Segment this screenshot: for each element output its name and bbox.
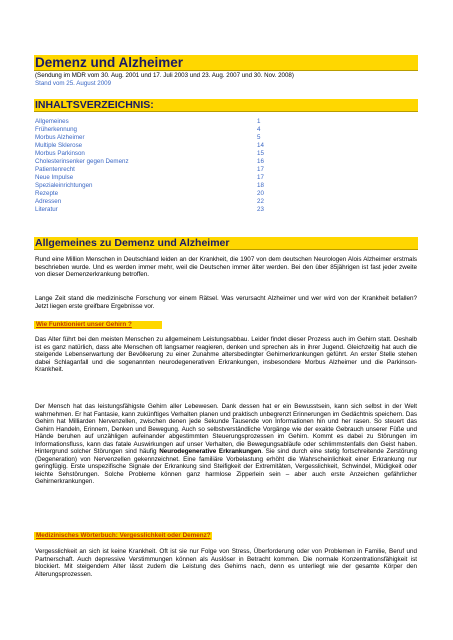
toc-item-title[interactable]: Rezepte [35,190,59,197]
toc-item[interactable] [35,150,295,158]
toc-item[interactable] [35,142,295,150]
revision-date: Stand vom 25. August 2009 [35,79,112,87]
toc-item-page: 20 [257,190,264,197]
body-text: . Sie sind durch eine stetig fortschreitende Zerstörung (Degeneration) von Nervenzellen gekennzeichnet. Eine familiäre Vorbelastung erhöht die Wahrscheinlichkeit einer Erkrankung nur geringfügig. Erste unspezifische Signale der Erkrankung sind Steifigkeit der Extremitäten, Vergesslichkeit, Schwindel, Müdigkeit oder leichte Sehstörungen. Solche Probleme können ganz harmlose Zipperlein sein – aber auch erste Anzeichen gefährlicher Gehirnerkrankungen. [35,448,417,486]
table-of-contents [35,118,295,214]
toc-item[interactable] [35,174,295,182]
toc-item-page: 23 [257,206,264,213]
toc-item[interactable] [35,206,295,214]
toc-item-page: 22 [257,198,264,205]
body-text: Der Mensch hat das leistungsfähigste Gehirn aller Lebewesen. Dank dessen hat er ein Bewusstsein, kann sich selbst in der Welt wahrnehmen. Er hat Fantasie, kann zukünftiges Verhalten planen und praktisch unbegrenzt Erinnerungen im Gedächtnis speichern. Das Gehirn hat Milliarden Nervenzellen, zwischen denen jede Sekunde Tausende von Informationen hin und her rasen. So steuert das Gehirn Handeln, Erinnern, Denken und Bewegung. Auch so selbstverständliche Vorgänge wie der exakte Gebrauch unserer Füße und Hände beruhen auf unzähligen aufeinander abgestimmten Steuerungsprozessen im Gehirn. Kommt es dabei zu Störungen im Informationsfluss, kann das fatale Auswirkungen auf unser Verhalten, die Bewegungsabläufe oder schlimmstenfalls den Geist haben. Hintergrund solcher Störungen sind häufig [35,403,417,456]
toc-item-title[interactable]: Morbus Alzheimer [35,134,85,141]
emphasis-term: Neurodegenerative Erkrankungen [159,448,262,456]
toc-item-title[interactable]: Multiple Sklerose [35,142,83,149]
toc-item-title[interactable]: Morbus Parkinson [35,150,85,157]
toc-item[interactable] [35,182,295,190]
toc-item-title[interactable]: Cholesterinsenker gegen Demenz [35,158,129,165]
toc-item-title[interactable]: Spezialeinrichtungen [35,182,93,189]
toc-item-page: 1 [257,118,261,125]
toc-item[interactable] [35,134,295,142]
body-paragraph: Lange Zeit stand die medizinische Forschung vor einem Rätsel. Was verursacht Alzheimer und wer wird von der Krankheit befallen? Jetzt liegen erste greifbare Ergebnisse vor. [35,295,417,310]
toc-item[interactable] [35,198,295,206]
toc-item-page: 4 [257,126,261,133]
subheading-woerterbuch: Medizinisches Wörterbuch: Vergesslichkeit oder Demenz? [36,532,211,539]
toc-item-page: 16 [257,158,264,165]
toc-item-page: 14 [257,142,264,149]
section-heading: Allgemeines zu Demenz und Alzheimer [34,237,418,250]
toc-item-title[interactable]: Allgemeines [35,118,69,125]
body-paragraph: Vergesslichkeit an sich ist keine Krankheit. Oft ist sie nur Folge von Stress, Überforderung oder von Problemen in Familie, Beruf und Partnerschaft. Auch depressive Verstimmungen können als Auslöser in Betracht kommen. Die normale Konzentrationsfähigkeit ist blockiert. Mit steigendem Alter lässt zudem die Leistung des Gehirns nach, denn es unterliegt wie der gesamte Körper den Alterungsprozessen. [35,548,417,578]
toc-item[interactable] [35,166,295,174]
toc-item-page: 15 [257,150,264,157]
toc-item[interactable] [35,126,295,134]
toc-item-page: 17 [257,166,264,173]
page-title: Demenz und Alzheimer [34,55,418,71]
toc-item[interactable] [35,190,295,198]
body-paragraph: Rund eine Million Menschen in Deutschland leiden an der Krankheit, die 1907 von dem deutschen Neurologen Alois Alzheimer erstmals beschrieben wurde. Und es werden immer mehr, weil die Deutschen immer älter werden. Bei den über 85jährigen ist fast jeder zweite von dieser Demenzerkrankung betroffen. [35,256,417,279]
toc-item-page: 18 [257,182,264,189]
toc-item-title[interactable]: Literatur [35,206,58,213]
toc-item-title[interactable]: Adressen [35,198,62,205]
toc-item-title[interactable]: Patientenrecht [35,166,75,173]
toc-item[interactable] [35,118,295,126]
toc-heading: INHALTSVERZEICHNIS: [34,99,418,112]
toc-item[interactable] [35,158,295,166]
toc-item-page: 17 [257,174,264,181]
toc-item-page: 5 [257,134,261,141]
toc-item-title[interactable]: Früherkennung [35,126,77,133]
subheading-gehirn: Wie Funktioniert unser Gehirn ? [34,321,162,329]
body-paragraph [35,403,417,486]
toc-item-title[interactable]: Neue Impulse [35,174,74,181]
broadcast-note: (Sendung im MDR vom 30. Aug. 2001 und 17. Juli 2003 und 23. Aug. 2007 und 30. Nov. 2008) [35,72,294,79]
body-paragraph: Das Alter führt bei den meisten Menschen zu allgemeinem Leistungsabbau. Leider findet dieser Prozess auch im Gehirn statt. Deshalb ist es ganz natürlich, dass alte Menschen oft langsamer reagieren, denken und sprechen als in ihrer Jugend. Gleichzeitig hat auch die steigende Lebenserwartung der Bevölkerung zu einer Zunahme altersbedingter Gehirnerkrankungen geführt. An erster Stelle stehen dabei Schlaganfall und die sogenannten neurodegenerativen Erkrankungen, insbesondere Morbus Alzheimer und die Parkinson-Krankheit. [35,336,417,374]
